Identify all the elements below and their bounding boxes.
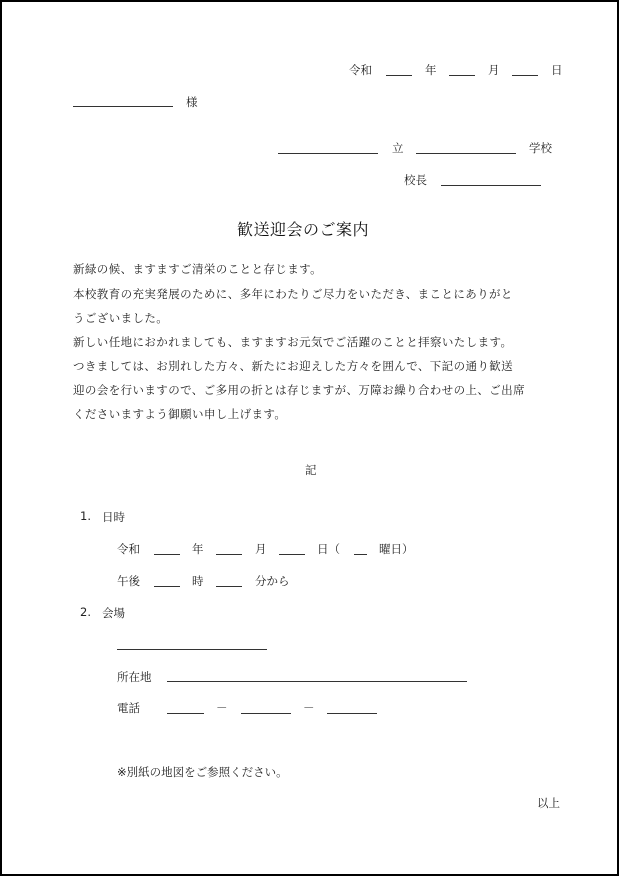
body-line-6: 迎の会を行いますので、ご多用の折とは存じますが、万障お繰り合わせの上、ご出席 [73,383,525,397]
item2-label: 会場 [102,606,125,620]
map-note: ※別紙の地図をご参照ください。 [117,765,288,779]
body-line-5: つきましては、お別れした方々、新たにお迎えした方々を囲んで、下記の通り歓送 [73,359,514,373]
addressee-blank [73,106,173,107]
item1-hour-label: 時 [192,574,204,588]
item1-month-blank [216,554,242,555]
body-line-4: 新しい任地におかれましても、ますますお元気でご活躍のことと拝察いたします。 [73,335,513,349]
date-month-label: 月 [488,63,500,77]
date-year-label: 年 [425,63,437,77]
venue-name-blank [117,649,267,650]
school-ritsu-label: 立 [392,141,404,155]
school-municipality-blank [278,153,378,154]
principal-label: 校長 [404,173,427,187]
item1-month-label: 月 [255,542,267,556]
date-year-blank [386,75,412,76]
principal-name-blank [441,185,541,186]
addressee-suffix: 様 [186,95,198,109]
school-label: 学校 [529,141,552,155]
item1-weekday-label: 曜日） [379,542,414,556]
body-line-7: くださいますよう御願い申し上げます。 [73,407,287,421]
phone-number-blank [327,713,377,714]
body-line-2: 本校教育の充実発展のために、多年にわたりご尽力をいただき、まことにありがと [73,287,513,301]
item1-hour-blank [154,586,180,587]
address-label: 所在地 [117,670,152,684]
item1-day-label: 日（ [317,542,340,556]
item1-minute-blank [216,586,242,587]
date-day-label: 日 [551,63,563,77]
item1-pm-label: 午後 [117,574,140,588]
date-month-blank [449,75,475,76]
item1-year-label: 年 [192,542,204,556]
school-name-blank [416,153,516,154]
body-line-1: 新緑の候、ますますご清栄のことと存じます。 [73,262,322,276]
item2-number: 2. [80,605,91,619]
ki-heading: 記 [305,463,317,477]
item1-day-blank [279,554,305,555]
date-day-blank [512,75,538,76]
item1-number: 1. [80,509,91,523]
phone-dash-2: － [303,701,315,715]
phone-exchange-blank [241,713,291,714]
item1-year-blank [154,554,180,555]
phone-dash-1: － [216,701,228,715]
item1-minute-label: 分から [255,574,290,588]
item1-weekday-blank [354,554,367,555]
phone-area-blank [167,713,204,714]
item1-label: 日時 [102,510,125,524]
item1-era: 令和 [117,542,140,556]
address-blank [167,681,467,682]
body-line-3: うございました。 [73,311,169,325]
phone-label: 電話 [117,701,140,715]
closing-ijou: 以上 [537,796,560,810]
document-title: 歓送迎会のご案内 [237,220,370,239]
date-era: 令和 [349,63,372,77]
